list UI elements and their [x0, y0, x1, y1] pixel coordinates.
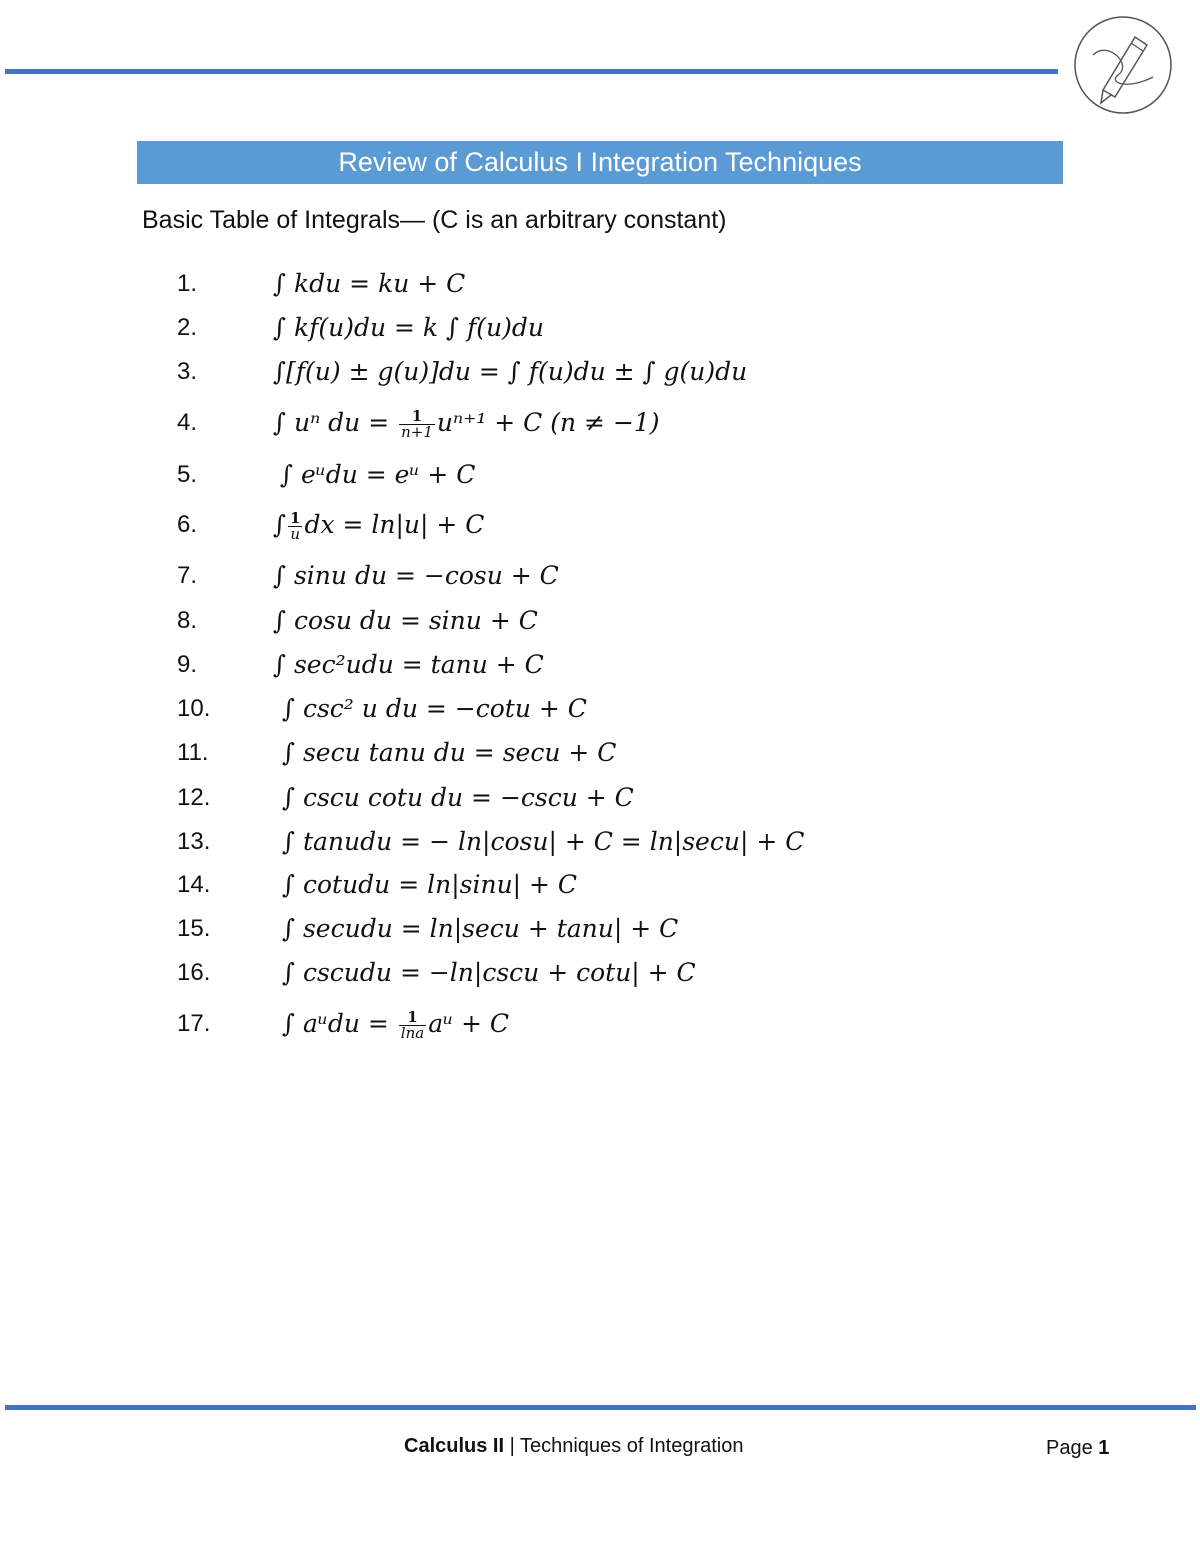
footer-topic: Techniques of Integration [519, 1435, 744, 1457]
formula-suffix: dx = ln|u| + C [304, 510, 485, 539]
formula-expression: ∫ sinu du = −cosu + C [273, 561, 559, 590]
page-title: Review of Calculus I Integration Techniques [137, 141, 1063, 184]
formula-expression: ∫ tanudu = − ln|cosu| + C = ln|secu| + C [282, 827, 805, 856]
section-heading: Basic Table of Integrals— (C is an arbitrary constant) [142, 206, 727, 234]
fraction [288, 511, 302, 542]
formula-number: 11. [177, 739, 209, 766]
formula-expression: ∫ secu tanu du = secu + C [282, 738, 617, 767]
footer-rule [5, 1405, 1196, 1410]
formula-suffix: aᵘ + C [428, 1009, 510, 1038]
formula-expression: ∫ eᵘdu = eᵘ + C [280, 460, 476, 489]
formula-number: 8. [177, 607, 198, 634]
formula-number: 9. [177, 651, 198, 678]
formula-number: 13. [177, 828, 211, 855]
formula-number: 1. [177, 270, 198, 297]
formula-expression: ∫ cosu du = sinu + C [273, 606, 538, 635]
formula-expression [282, 1008, 510, 1042]
formula-suffix: uⁿ⁺¹ + C (n ≠ −1) [436, 408, 660, 437]
formula-number: 14. [177, 871, 211, 898]
formula-expression: ∫ secudu = ln|secu + tanu| + C [282, 914, 679, 943]
formula-number: 12. [177, 784, 211, 811]
formula-number: 10. [177, 695, 211, 722]
formula-number: 17. [177, 1010, 211, 1037]
formula-expression: ∫ kf(u)du = k ∫ f(u)du [273, 313, 544, 342]
formula-number: 2. [177, 314, 198, 341]
formula-prefix: ∫ aᵘdu = [282, 1009, 397, 1038]
footer-course: Calculus II [404, 1435, 505, 1457]
fraction [399, 1010, 426, 1041]
fraction-denominator: lna [400, 1024, 425, 1042]
fraction-numerator: 1 [399, 409, 435, 425]
formula-expression: ∫ sec²udu = tanu + C [273, 650, 544, 679]
formula-number: 5. [177, 461, 198, 488]
formula-number: 7. [177, 562, 198, 589]
fraction-numerator: 1 [399, 1010, 426, 1026]
footer-course-info [404, 1432, 743, 1460]
formula-prefix: ∫ [273, 510, 287, 539]
formula-number: 16. [177, 959, 211, 986]
formula-expression: ∫ kdu = ku + C [273, 269, 466, 298]
formula-expression [273, 407, 660, 441]
formula-number: 6. [177, 511, 198, 538]
formula-number: 4. [177, 409, 198, 436]
formula-number: 15. [177, 915, 211, 942]
footer-separator: | [504, 1435, 520, 1457]
formula-expression: ∫[f(u) ± g(u)]du = ∫ f(u)du ± ∫ g(u)du [273, 357, 748, 386]
page-number [1046, 1434, 1109, 1462]
fraction-denominator: n+1 [401, 423, 433, 441]
fraction-numerator: 1 [290, 509, 301, 527]
formula-expression [273, 509, 485, 543]
fraction-denominator: u [290, 525, 301, 543]
fraction [399, 409, 435, 440]
formula-expression: ∫ csc² u du = −cotu + C [282, 694, 587, 723]
page-number-value: 1 [1098, 1437, 1110, 1459]
page-label: Page [1046, 1437, 1093, 1459]
formula-expression: ∫ cscu cotu du = −cscu + C [282, 783, 634, 812]
formula-prefix: ∫ uⁿ du = [273, 408, 398, 437]
formula-number: 3. [177, 358, 198, 385]
formula-expression: ∫ cotudu = ln|sinu| + C [282, 870, 578, 899]
formula-expression: ∫ cscudu = −ln|cscu + cotu| + C [282, 958, 696, 987]
